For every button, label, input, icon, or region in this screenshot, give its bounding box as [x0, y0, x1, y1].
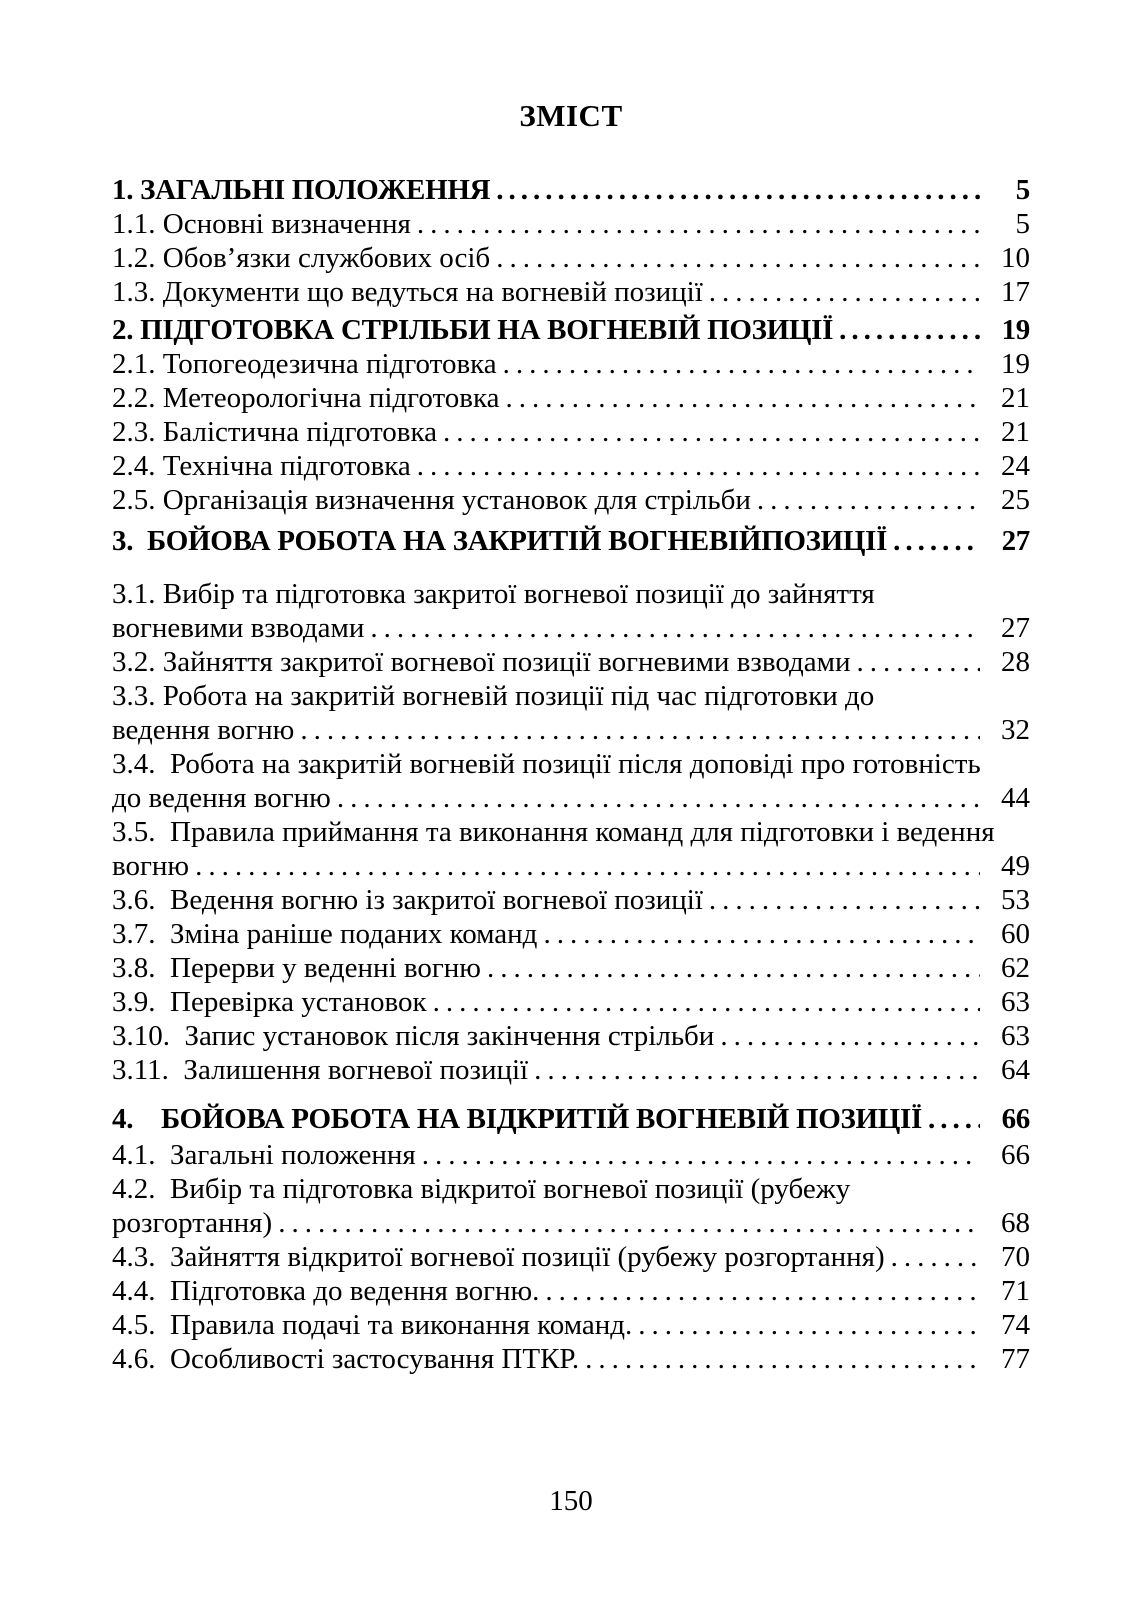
toc-heading-row [112, 524, 1030, 558]
entry-text: 3.1. Вибір та підготовка закритої вогневої позиції до зайняття [112, 578, 875, 610]
toc-entry-row [112, 381, 1030, 415]
entry-text: 3.10. Запис установок після закінчення стрільби [112, 1020, 715, 1052]
page-number: 19 [1001, 314, 1030, 346]
dot-leader [496, 173, 980, 207]
page-number: 63 [1001, 1020, 1030, 1052]
page-number: 25 [1001, 484, 1030, 516]
entry-text: 1.3. Документи що ведуться на вогневій позиції [112, 276, 703, 308]
dot-leader [278, 1206, 980, 1240]
page-number: 27 [1001, 525, 1030, 557]
entry-text: вогню [112, 850, 190, 882]
toc-section [112, 173, 1030, 309]
page-number: 71 [1001, 1275, 1030, 1307]
toc-entry-row [112, 985, 1030, 1019]
page-number: 21 [1001, 416, 1030, 448]
toc-entry-row [112, 577, 1030, 611]
toc-entry-row [112, 951, 1030, 985]
toc-entry-row [112, 883, 1030, 917]
page-number: 5 [1015, 208, 1030, 240]
entry-text: 3.6. Ведення вогню із закритої вогневої позиції [112, 884, 703, 916]
toc-entry-row [112, 483, 1030, 517]
entry-text: 1. ЗАГАЛЬНІ ПОЛОЖЕННЯ [112, 174, 491, 206]
toc-section [112, 1102, 1030, 1376]
entry-text: 3.4. Робота на закритій вогневій позиції після доповіді про готовність [112, 748, 981, 780]
toc-entry-row [112, 849, 1030, 883]
entry-text: 2.5. Організація визначення установок для стрільби [112, 484, 751, 516]
toc-entry-row [112, 1308, 1030, 1342]
page-title: ЗМІСТ [519, 98, 623, 133]
toc-entry-row [112, 1240, 1030, 1274]
entry-text: 1.1. Основні визначення [112, 208, 411, 240]
dot-leader [857, 645, 981, 679]
dot-leader [545, 1274, 980, 1308]
page-number: 17 [1001, 276, 1030, 308]
toc-entry-row [112, 415, 1030, 449]
page-number: 74 [1001, 1309, 1030, 1341]
toc-entry-row [112, 1274, 1030, 1308]
page-number: 10 [1001, 242, 1030, 274]
dot-leader [638, 1308, 980, 1342]
dot-leader [300, 713, 980, 747]
entry-text: 4.1. Загальні положення [112, 1139, 416, 1171]
page-number: 28 [1001, 646, 1030, 678]
toc-entry-row [112, 1019, 1030, 1053]
entry-text: 3. БОЙОВА РОБОТА НА ЗАКРИТІЙ ВОГНЕВІЙПОЗИЦІЇ [112, 525, 888, 557]
toc-heading-row [112, 313, 1030, 347]
dot-leader [417, 449, 980, 483]
page-number: 44 [1001, 782, 1030, 814]
entry-text: 2.1. Топогеодезична підготовка [112, 348, 497, 380]
page-number: 66 [1001, 1103, 1030, 1135]
toc-entry-row [112, 679, 1030, 713]
toc-entry-row [112, 1172, 1030, 1206]
toc-entry-row [112, 917, 1030, 951]
page-number: 32 [1001, 714, 1030, 746]
page-number: 68 [1001, 1207, 1030, 1239]
toc-entry-row [112, 1138, 1030, 1172]
entry-text: 2. ПІДГОТОВКА СТРІЛЬБИ НА ВОГНЕВІЙ ПОЗИЦІЇ [112, 314, 834, 346]
page-number: 70 [1001, 1241, 1030, 1273]
entry-text: 1.2. Обов’язки службових осіб [112, 242, 491, 274]
page-number: 19 [1001, 348, 1030, 380]
entry-text: 2.2. Метеорологічна підготовка [112, 382, 500, 414]
dot-leader [433, 985, 980, 1019]
page-number: 49 [1001, 850, 1030, 882]
dot-leader [534, 1053, 980, 1087]
toc-entry-row [112, 1053, 1030, 1087]
entry-text: вогневими взводами [112, 612, 365, 644]
entry-text: 4.5. Правила подачі та виконання команд. [112, 1309, 633, 1341]
entry-text: 3.11. Залишення вогневої позиції [112, 1054, 529, 1086]
toc-entry-row [112, 449, 1030, 483]
toc-entry-row [112, 781, 1030, 815]
dot-leader [928, 1102, 980, 1136]
entry-text: 2.4. Технічна підготовка [112, 450, 411, 482]
dot-leader [417, 207, 980, 241]
entry-text: 4.4. Підготовка до ведення вогню. [112, 1275, 540, 1307]
entry-text: 4. БОЙОВА РОБОТА НА ВІДКРИТІЙ ВОГНЕВІЙ ПОЗИЦІЇ [112, 1103, 922, 1135]
entry-text: 2.3. Балістична підготовка [112, 416, 437, 448]
entry-text: 4.2. Вибір та підготовка відкритої вогневої позиції (рубежу [112, 1173, 851, 1205]
toc-entry-row [112, 747, 1030, 781]
page-number: 77 [1001, 1343, 1030, 1375]
toc-heading-row [112, 1102, 1030, 1136]
dot-leader [195, 849, 980, 883]
page-number: 63 [1001, 986, 1030, 1018]
dot-leader [505, 381, 980, 415]
dot-leader [503, 347, 980, 381]
dot-leader [893, 524, 980, 558]
folio-page-number: 150 [549, 1485, 593, 1517]
dot-leader [839, 313, 980, 347]
dot-leader [487, 951, 980, 985]
dot-leader [585, 1342, 980, 1376]
page-number: 64 [1001, 1054, 1030, 1086]
dot-leader [337, 781, 980, 815]
toc-section [112, 524, 1030, 1087]
dot-leader [543, 917, 980, 951]
entry-text: 4.3. Зайняття відкритої вогневої позиції (рубежу розгортання) [112, 1241, 885, 1273]
dot-leader [443, 415, 980, 449]
entry-text: 3.9. Перевірка установок [112, 986, 427, 1018]
toc-entry-row [112, 611, 1030, 645]
toc-entry-row [112, 713, 1030, 747]
toc-entry-row [112, 241, 1030, 275]
page-number: 53 [1001, 884, 1030, 916]
page-number: 66 [1001, 1139, 1030, 1171]
dot-leader [720, 1019, 980, 1053]
toc-entry-row [112, 207, 1030, 241]
entry-text: 3.5. Правила приймання та виконання команд для підготовки і ведення [112, 816, 995, 848]
entry-text: розгортання) [112, 1207, 273, 1239]
dot-leader [757, 483, 980, 517]
page-number: 5 [1015, 174, 1030, 206]
entry-text: 4.6. Особливості застосування ПТКР. [112, 1343, 580, 1375]
entry-text: 3.8. Перерви у веденні вогню [112, 952, 481, 984]
page-number: 24 [1001, 450, 1030, 482]
dot-leader [709, 883, 980, 917]
toc-entry-row [112, 1342, 1030, 1376]
entry-text: ведення вогню [112, 714, 295, 746]
dot-leader [496, 241, 980, 275]
page-number: 27 [1001, 612, 1030, 644]
toc-entry-row [112, 275, 1030, 309]
dot-leader [370, 611, 980, 645]
toc-section [112, 313, 1030, 517]
dot-leader [422, 1138, 980, 1172]
entry-text: до ведення вогню [112, 782, 331, 814]
toc-sections [112, 173, 1030, 1376]
page-number: 62 [1001, 952, 1030, 984]
page-number: 21 [1001, 382, 1030, 414]
entry-text: 3.2. Зайняття закритої вогневої позиції вогневими взводами [112, 646, 851, 678]
toc-entry-row [112, 347, 1030, 381]
dot-leader [709, 275, 980, 309]
page-number: 60 [1001, 918, 1030, 950]
toc-heading-row [112, 173, 1030, 207]
entry-text: 3.7. Зміна раніше поданих команд [112, 918, 538, 950]
dot-leader [891, 1240, 980, 1274]
entry-text: 3.3. Робота на закритій вогневій позиції під час підготовки до [112, 680, 875, 712]
toc-entry-row [112, 645, 1030, 679]
toc-entry-row [112, 815, 1030, 849]
toc-entry-row [112, 1206, 1030, 1240]
